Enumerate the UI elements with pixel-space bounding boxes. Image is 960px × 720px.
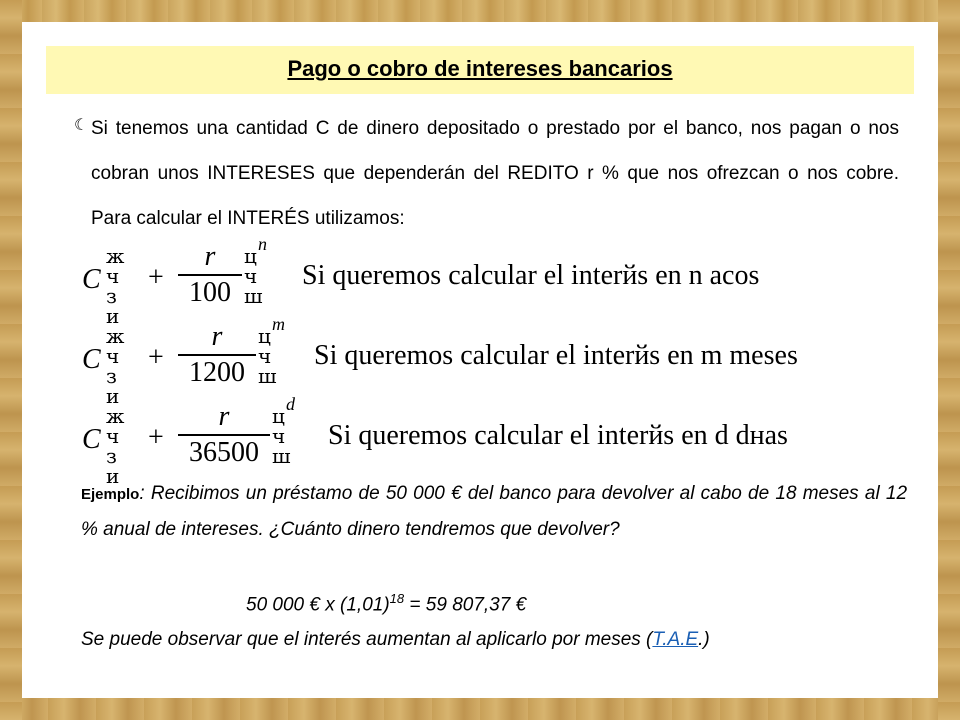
denominator: 36500 (189, 437, 259, 468)
example-label: Ejemplo (81, 486, 140, 503)
example-result (246, 591, 526, 616)
plus-sign: + (148, 342, 164, 373)
fraction-line (178, 354, 256, 356)
bullet-arrow-icon: ☾ (74, 117, 89, 134)
formula-days (82, 394, 872, 488)
exponent: n (258, 234, 267, 254)
formula-years (82, 234, 842, 328)
fraction-line (178, 274, 242, 276)
formula-C: C (82, 264, 101, 295)
denominator: 1200 (189, 357, 245, 388)
fraction (178, 242, 242, 308)
result-right: = 59 807,37 € (404, 594, 527, 616)
formula-description: Si queremos calcular el interйs en d dнas (328, 420, 788, 451)
result-left: 50 000 € x (1,01) (246, 594, 390, 616)
fraction (178, 322, 256, 388)
formula-C: C (82, 344, 101, 375)
numerator: r (211, 321, 223, 352)
fraction-line (178, 434, 270, 436)
formula-description: Si queremos calcular el interйs en n aсos (302, 260, 760, 291)
numerator: r (204, 241, 216, 272)
observation-text: Se puede observar que el interés aumentan al aplicarlo por meses ( (81, 629, 653, 650)
example-colon: : (139, 483, 145, 504)
right-bracket: ц ч ш (258, 324, 277, 388)
observation (81, 629, 710, 651)
exponent: d (286, 394, 295, 414)
intro-paragraph: Si tenemos una cantidad C de dinero depositado o prestado por el banco, nos pagan o nos cobran unos INTERESES que dependerán del REDITO r % que nos ofrezcan o nos cobre. Para calcular el INTERÉS utilizamos: (91, 118, 899, 229)
exponent: m (272, 314, 285, 334)
page-title: Pago o cobro de intereses bancarios (287, 56, 673, 81)
right-bracket: ц ч ш (272, 404, 291, 468)
frame-bottom (0, 698, 960, 720)
frame-top (0, 0, 960, 22)
observation-after: .) (698, 629, 710, 650)
example-text: Recibimos un préstamo de 50 000 € del banco para devolver al cabo de 18 meses al 12 % anual de intereses. ¿Cuánto dinero tendremos que devolver? (81, 483, 908, 540)
title-bar (46, 46, 914, 94)
tae-link[interactable]: T.A.E (652, 629, 699, 650)
frame-left (0, 0, 22, 720)
denominator: 100 (189, 277, 231, 308)
left-bracket: ж ч з и (106, 404, 125, 488)
numerator: r (218, 401, 230, 432)
plus-sign: + (148, 262, 164, 293)
plus-sign: + (148, 422, 164, 453)
fraction (178, 402, 270, 468)
frame-right (938, 0, 960, 720)
example-paragraph (81, 476, 907, 547)
formula-C: C (82, 424, 101, 455)
right-bracket: ц ч ш (244, 244, 263, 308)
formula-description: Si queremos calcular el interйs en m meses (314, 340, 798, 371)
left-bracket: ж ч з и (106, 324, 125, 408)
left-bracket: ж ч з и (106, 244, 125, 328)
slide-page (46, 46, 914, 666)
result-exponent: 18 (389, 591, 405, 606)
formula-months (82, 314, 862, 408)
